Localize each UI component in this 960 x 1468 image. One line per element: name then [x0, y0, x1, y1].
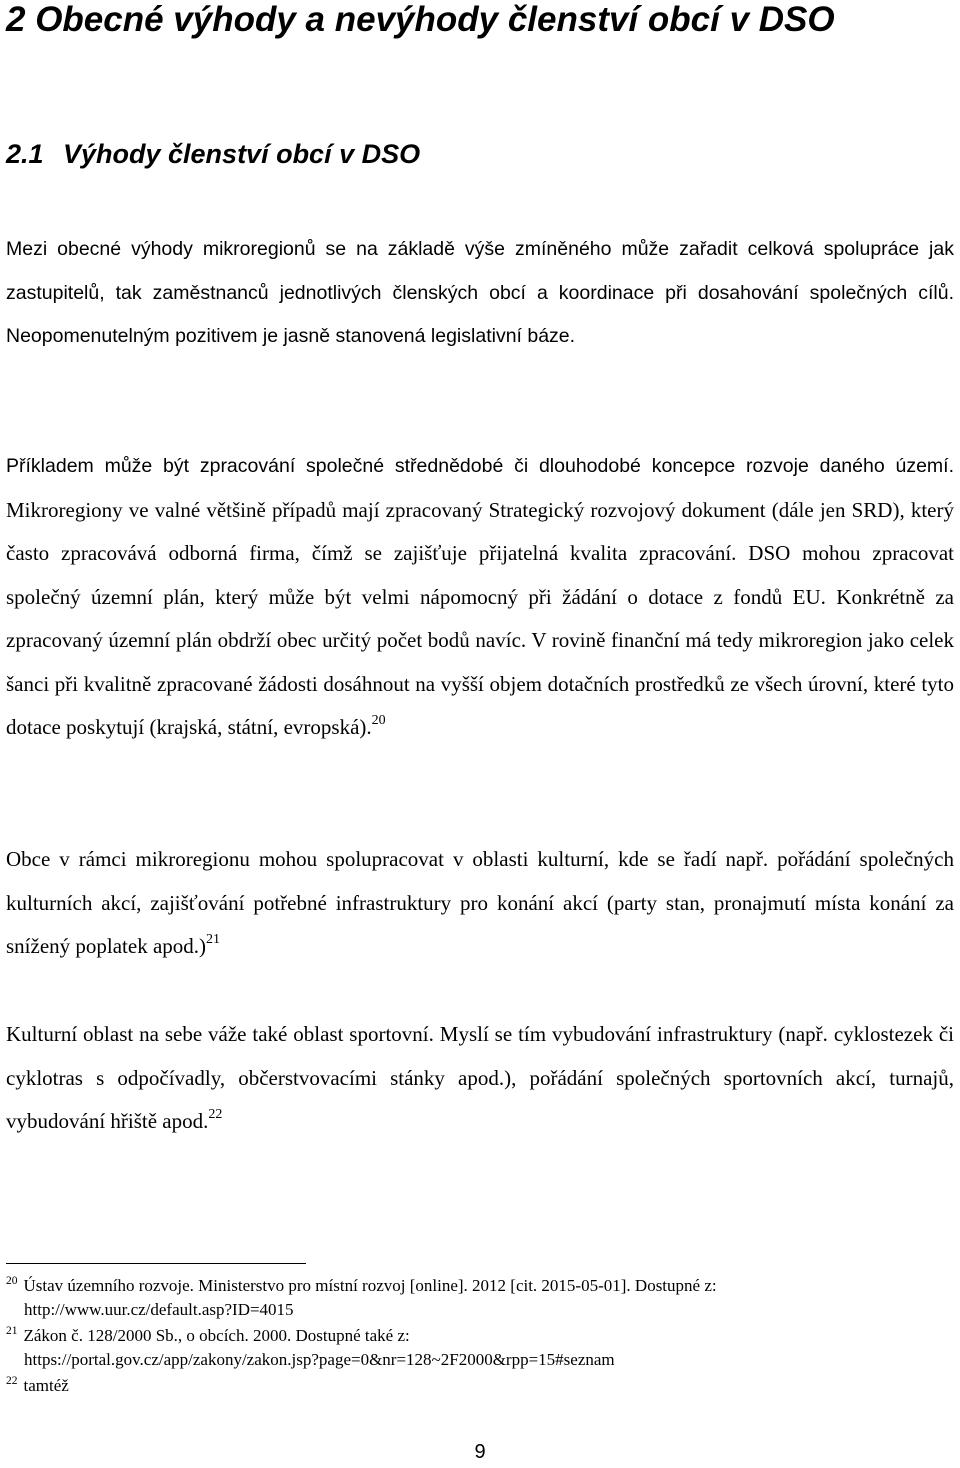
footnote-separator [6, 1263, 306, 1264]
footnote-text: tamtéž [23, 1376, 69, 1395]
section-number: 2.1 [6, 139, 44, 169]
footnote-reference[interactable]: 22 [208, 1107, 223, 1122]
paragraph-body-text: Kulturní oblast na sebe váže také oblast sportovní. Myslí se tím vybudování infrastruktury (např. cyklostezek či cyklotras s odpočívadly, občerstvovacími stánky apod.), pořádání společných sportovních akcí, turnajů, vybudování hřiště apod. [6, 1022, 954, 1133]
section-title: Výhody členství obcí v DSO [63, 139, 421, 169]
paragraph-example-sentence: Příkladem může být zpracování společné střednědobé či dlouhodobé koncepce rozvoje daného území. [6, 455, 954, 477]
page-number: 9 [474, 1441, 486, 1463]
footnote-text: Zákon č. 128/2000 Sb., o obcích. 2000. Dostupné také z: [23, 1326, 410, 1345]
footnote-reference[interactable]: 21 [206, 932, 221, 947]
footnote-number: 20 [6, 1275, 18, 1287]
paragraph-sports-cooperation [6, 1013, 954, 1144]
paragraph-strategic-document [6, 444, 954, 750]
footnote-text: Ústav územního rozvoje. Ministerstvo pro místní rozvoj [online]. 2012 [cit. 2015-05-01]. Dostupné z: [23, 1276, 717, 1295]
paragraph-body-text: Obce v rámci mikroregionu mohou spolupracovat v oblasti kulturní, kde se řadí např. pořádání společných kulturních akcí, zajišťování potřebné infrastruktury pro konání akcí (party stan, pronajmutí místa konání za snížený poplatek apod.) [6, 847, 954, 958]
footnote-number: 21 [6, 1325, 18, 1337]
footnote-item [6, 1374, 954, 1398]
footnote-item [6, 1324, 954, 1371]
paragraph-advantages-intro: Mezi obecné výhody mikroregionů se na základě výše zmíněného může zařadit celková spolupráce jak zastupitelů, tak zaměstnanců jednotlivých členských obcí a koordinace při dosahování společných cílů. Neopomenutelným pozitivem je jasně stanovená legislativní báze. [6, 238, 954, 347]
footnote-link[interactable]: http://www.uur.cz/default.asp?ID=4015 [24, 1299, 294, 1319]
footnote-item [6, 1274, 954, 1321]
footnote-link[interactable]: https://portal.gov.cz/app/zakony/zakon.jsp?page=0&nr=128~2F2000&rpp=15#seznam [24, 1349, 615, 1369]
paragraph-body-text: Mikroregiony ve valné většině případů mají zpracovaný Strategický rozvojový dokument (dále jen SRD), který často zpracovává odborná firma, čímž se zajišťuje přijatelná kvalita zpracování. DSO mohou zpracovat společný územní plán, který může být velmi nápomocný při žádání o dotace z fondů EU. Konkrétně za zpracovaný územní plán obdrží obec určitý počet bodů navíc. V rovině finanční má tedy mikroregion jako celek šanci při kvalitně zpracované žádosti dosáhnout na vyšší objem dotačních prostředků ze všech úrovní, které tyto dotace poskytují (krajská, státní, evropská). [6, 497, 954, 739]
chapter-heading: 2 Obecné výhody a nevýhody členství obcí v DSO [6, 0, 835, 39]
footnote-reference[interactable]: 20 [371, 713, 386, 728]
section-heading [6, 134, 420, 174]
footnote-number: 22 [6, 1375, 18, 1387]
paragraph-cultural-cooperation [6, 838, 954, 969]
